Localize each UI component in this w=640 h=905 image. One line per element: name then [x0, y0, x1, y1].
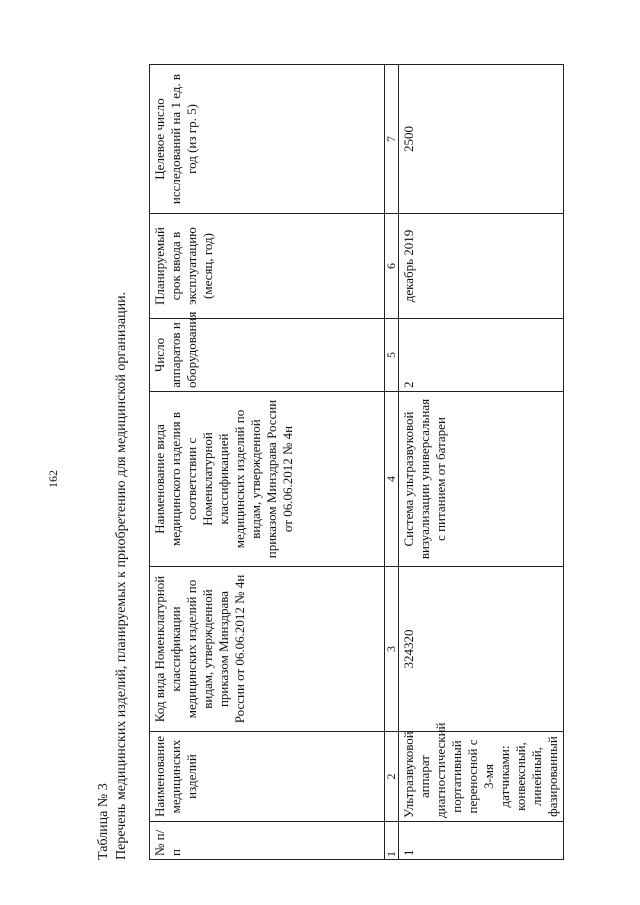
cell-device-name: Ультразвуковой аппарат диагностический портативный переносной с 3-мя датчиками: конвексный, линейный, фазированный — [399, 732, 564, 822]
header-cell-count: Число аппаратов и оборудования — [150, 319, 385, 392]
table-title: Таблица № 3 — [96, 783, 111, 860]
column-number: 2 — [385, 732, 399, 822]
column-number: 5 — [385, 319, 399, 392]
cell-type-code: 324320 — [399, 567, 564, 732]
rotated-content — [95, 60, 560, 860]
header-cell-type-name: Наименование вида медицинского изделия в соответствии с Номенклатурной классификацией медицинских изделий по видам, утвержденной приказом Минздрава России от 06.06.2012 № 4н — [150, 392, 385, 567]
column-number: 1 — [385, 822, 399, 860]
equipment-table — [149, 64, 564, 860]
header-cell-target-studies: Целевое число исследований на 1 ед. в год (из гр. 5) — [150, 65, 385, 214]
header-row — [150, 65, 385, 860]
header-cell-name: Наименование медицинских изделий — [150, 732, 385, 822]
header-cell-number: № п/п — [150, 822, 385, 860]
header-cell-commission-date: Планируемый срок ввода в эксплуатацию (месяц, год) — [150, 214, 385, 319]
cell-row-number: 1 — [399, 822, 564, 860]
page-number: 162 — [46, 470, 60, 488]
header-cell-code: Код вида Номенклатурной классификации медицинских изделий по видам, утвержденной приказом Минздрава России от 06.06.2012 № 4н — [150, 567, 385, 732]
column-number: 6 — [385, 214, 399, 319]
cell-type-name: Система ультразвуковой визуализации универсальная с питанием от батареи — [399, 392, 564, 567]
column-number: 4 — [385, 392, 399, 567]
column-number: 7 — [385, 65, 399, 214]
column-number-row — [385, 65, 399, 860]
table-row — [399, 65, 564, 860]
cell-target-studies: 2500 — [399, 65, 564, 214]
cell-device-count: 2 — [399, 319, 564, 392]
cell-commission-date: декабрь 2019 — [399, 214, 564, 319]
table-caption: Перечень медицинских изделий, планируемых к приобретению для медицинской организации. — [114, 291, 129, 860]
column-number: 3 — [385, 567, 399, 732]
